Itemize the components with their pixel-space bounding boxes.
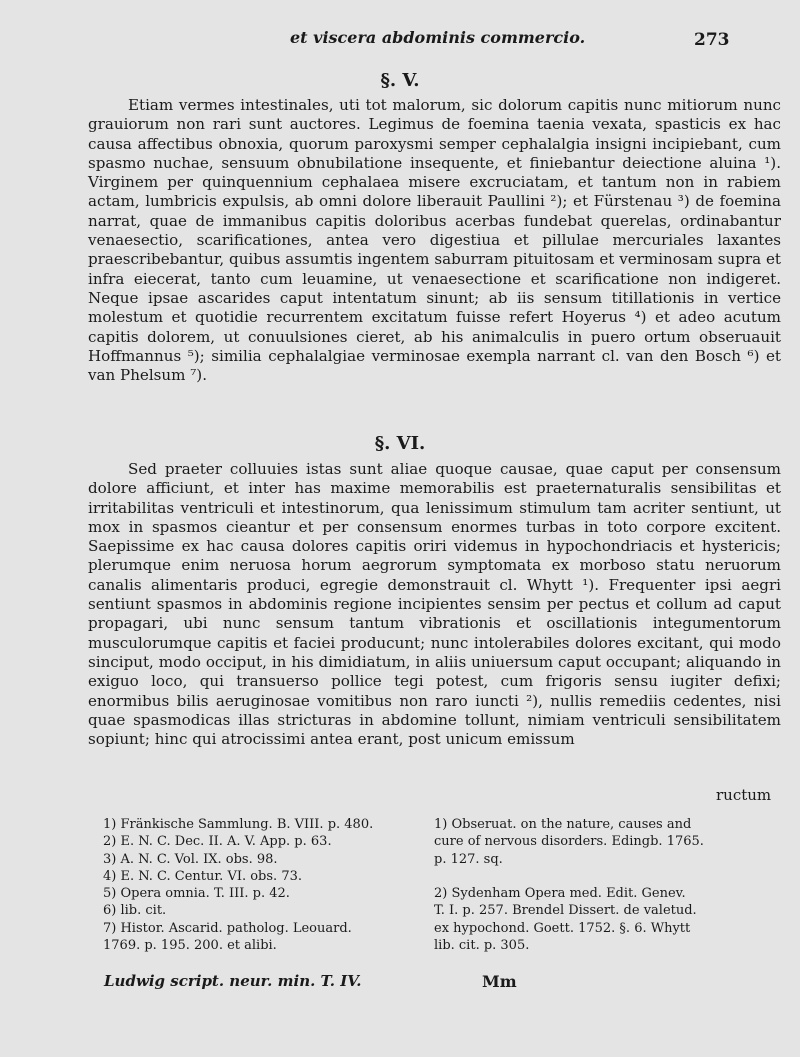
printer-signature: Mm <box>482 972 517 991</box>
footnote: T. I. p. 257. Brendel Dissert. de valetud. <box>434 903 697 919</box>
footnotes-left <box>103 816 433 954</box>
footnote: 1769. p. 195. 200. et alibi. <box>103 938 277 954</box>
footnotes-right <box>434 816 724 954</box>
footnote: cure of nervous disorders. Edingb. 1765. <box>434 834 704 850</box>
section-5-paragraph: Etiam vermes intestinales, uti tot malorum, sic dolorum capitis nunc mitiorum nunc grauiorum non rari sunt auctores. Legimus de foemina taenia vexata, spasticis ex hac causa affectibus obnoxia, quorum paroxysmi semper cephalalgia insigni incipiebant, cum spasmo nuchae, sensuum obnubilatione insequente, et finiebantur deiectione aluina ¹). Virginem per quinquennium cephalaea misere excruciatam, et tantum non in rabiem actam, lumbricis expulsis, ab omni dolore liberauit Paullini ²); et Fürstenau ³) de foemina narrat, quae de immanibus capitis doloribus acerbas fundebat querelas, ordinabantur venaesectio, scarificationes, antea vero digestiua et pillulae mercuriales laxantes praescribebantur, quibus assumtis ingentem saburram pituitosam et verminosam supra et infra eiecerat, tanto cum leuamine, ut venaesectione et scarificatione non indigeret. Neque ipsae ascarides caput intentatum sinunt; ab iis sensum titillationis in vertice molestum et quotidie recurrentem excitatum fuisse refert Hoyerus ⁴) et adeo acutum capitis dolorem, ut conuulsiones cieret, ab his animalculis in puero ortum obseruauit Hoffmannus ⁵); similia cephalalgiae verminosae exempla narrant cl. van den Bosch ⁶) et van Phelsum ⁷). <box>88 96 781 385</box>
section-6-heading: §. VI. <box>374 433 426 454</box>
footnote: 6) lib. cit. <box>103 903 167 919</box>
footnote: 7) Histor. Ascarid. patholog. Leouard. <box>103 920 352 936</box>
running-title: et viscera abdominis commercio. <box>290 28 586 47</box>
section-6-body <box>88 460 781 749</box>
section-6-paragraph: Sed praeter colluuies istas sunt aliae quoque causae, quae caput per consensum dolore afficiunt, et inter has maxime memorabilis est praeternaturalis sensibilitas et irritabilitas ventriculi et intestinorum, qua lenissimum stimulum tam acriter sentiunt, ut mox in spasmos cieantur et per consensum enormes turbas in toto corpore excitent. Saepissime ex hac causa dolores capitis oriri videmus in hypochondriacis et hystericis; plerumque enim neruosa horum aegrorum symptomata ex morboso statu neruorum canalis alimentaris produci, egregie demonstrauit cl. Whytt ¹). Frequenter ipsi aegri sentiunt spasmos in abdominis regione incipientes sensim per pectus et collum ad caput propagari, ubi nunc sensum tantum vibrationis et oscillationis integumentorum musculorumque capitis et faciei producunt; nunc intolerabiles dolores excitant, qui modo sinciput, modo occiput, in his dimidiatum, in aliis uniuersum caput occupant; aliquando in exiguo loco, qui transuerso pollice tegi potest, cum frigoris sensu iugiter defixi; enormibus bilis aeruginosae vomitibus non raro iuncti ²), nullis remediis cedentes, nisi quae spasmodicas illas stricturas in abdomine tollunt, nimiam ventriculi sensibilitatem sopiunt; hinc qui atrocissimi antea erant, post unicum emissum <box>88 460 781 749</box>
footnote: 1) Fränkische Sammlung. B. VIII. p. 480. <box>103 817 374 832</box>
footnote: 1) Obseruat. on the nature, causes and <box>434 817 692 832</box>
footnote: lib. cit. p. 305. <box>434 938 530 954</box>
section-5-body <box>88 96 781 385</box>
footnote: ex hypochond. Goett. 1752. §. 6. Whytt <box>434 920 691 936</box>
footer-source: Ludwig script. neur. min. T. IV. <box>104 972 362 990</box>
footnote: 5) Opera omnia. T. III. p. 42. <box>103 886 290 902</box>
catchword: ructum <box>716 786 772 804</box>
page-header <box>0 28 800 56</box>
footnote: 2) Sydenham Opera med. Edit. Genev. <box>434 886 686 902</box>
section-5-heading: §. V. <box>380 70 420 91</box>
footnote: 2) E. N. C. Dec. II. A. V. App. p. 63. <box>103 834 332 850</box>
footnote: p. 127. sq. <box>434 851 503 867</box>
footnote-spacer <box>434 868 724 885</box>
footnote: 4) E. N. C. Centur. VI. obs. 73. <box>103 868 302 884</box>
footnote: 3) A. N. C. Vol. IX. obs. 98. <box>103 851 278 867</box>
page-number: 273 <box>694 30 730 50</box>
